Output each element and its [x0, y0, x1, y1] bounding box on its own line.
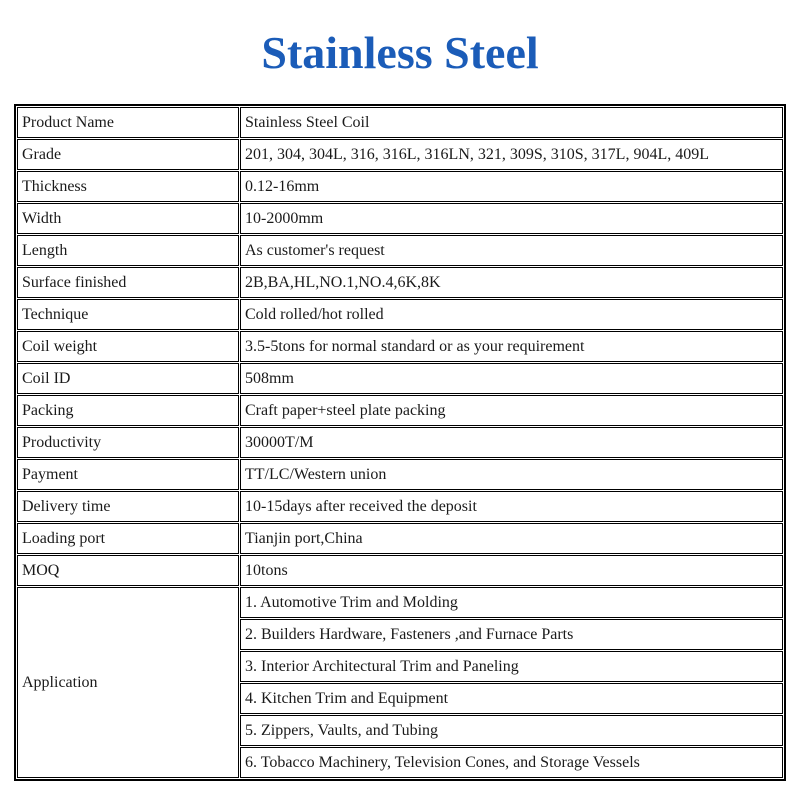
table-row: [17, 523, 783, 554]
spec-label-thickness: Thickness: [17, 171, 239, 202]
spec-value-productivity: 30000T/M: [240, 427, 783, 458]
spec-value-packing: Craft paper+steel plate packing: [240, 395, 783, 426]
table-row: [17, 363, 783, 394]
spec-value-thickness: 0.12-16mm: [240, 171, 783, 202]
spec-value-moq: 10tons: [240, 555, 783, 586]
table-row: [17, 203, 783, 234]
spec-value-loading-port: Tianjin port,China: [240, 523, 783, 554]
spec-label-packing: Packing: [17, 395, 239, 426]
application-item-3: 3. Interior Architectural Trim and Paneling: [240, 651, 783, 682]
spec-value-length: As customer's request: [240, 235, 783, 266]
table-row: [17, 267, 783, 298]
spec-label-coil-weight: Coil weight: [17, 331, 239, 362]
spec-label-grade: Grade: [17, 139, 239, 170]
spec-label-length: Length: [17, 235, 239, 266]
spec-label-loading-port: Loading port: [17, 523, 239, 554]
application-item-6: 6. Tobacco Machinery, Television Cones, and Storage Vessels: [240, 747, 783, 778]
table-row: [17, 555, 783, 586]
table-row: [17, 459, 783, 490]
page-title: Stainless Steel: [261, 27, 539, 78]
spec-label-payment: Payment: [17, 459, 239, 490]
spec-value-width: 10-2000mm: [240, 203, 783, 234]
spec-label-coil-id: Coil ID: [17, 363, 239, 394]
spec-value-product-name: Stainless Steel Coil: [240, 107, 783, 138]
spec-table: [14, 104, 786, 781]
table-row: [17, 299, 783, 330]
table-row: [17, 491, 783, 522]
table-row: [17, 171, 783, 202]
spec-value-delivery-time: 10-15days after received the deposit: [240, 491, 783, 522]
table-row: [17, 139, 783, 170]
table-row: [17, 331, 783, 362]
table-row: [17, 235, 783, 266]
spec-value-coil-id: 508mm: [240, 363, 783, 394]
spec-label-productivity: Productivity: [17, 427, 239, 458]
spec-label-product-name: Product Name: [17, 107, 239, 138]
spec-value-grade: 201, 304, 304L, 316, 316L, 316LN, 321, 309S, 310S, 317L, 904L, 409L: [240, 139, 783, 170]
application-item-1: 1. Automotive Trim and Molding: [240, 587, 783, 618]
spec-value-coil-weight: 3.5-5tons for normal standard or as your requirement: [240, 331, 783, 362]
spec-label-width: Width: [17, 203, 239, 234]
application-item-4: 4. Kitchen Trim and Equipment: [240, 683, 783, 714]
spec-label-delivery-time: Delivery time: [17, 491, 239, 522]
spec-value-technique: Cold rolled/hot rolled: [240, 299, 783, 330]
application-item-2: 2. Builders Hardware, Fasteners ,and Furnace Parts: [240, 619, 783, 650]
table-row-application: [17, 587, 783, 618]
table-row: [17, 427, 783, 458]
table-row: [17, 395, 783, 426]
spec-label-moq: MOQ: [17, 555, 239, 586]
application-item-5: 5. Zippers, Vaults, and Tubing: [240, 715, 783, 746]
spec-label-application: Application: [17, 587, 239, 778]
spec-value-payment: TT/LC/Western union: [240, 459, 783, 490]
spec-label-technique: Technique: [17, 299, 239, 330]
table-row: [17, 107, 783, 138]
spec-value-surface-finished: 2B,BA,HL,NO.1,NO.4,6K,8K: [240, 267, 783, 298]
spec-label-surface-finished: Surface finished: [17, 267, 239, 298]
